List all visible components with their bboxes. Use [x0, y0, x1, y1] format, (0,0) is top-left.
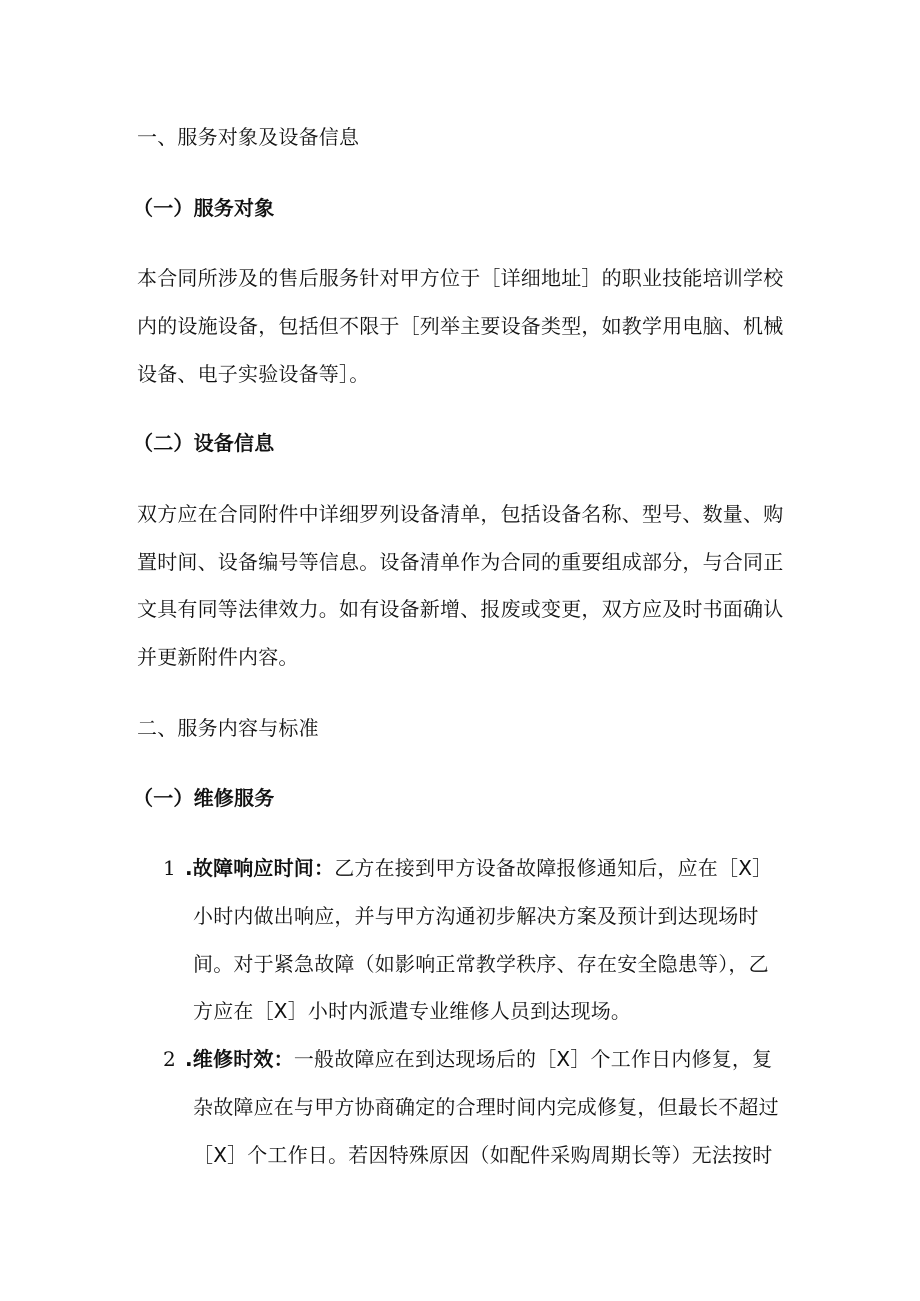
paragraph-line: 文具有同等法律效力。如有设备新增、报废或变更，双方应及时书面确认 — [137, 597, 784, 621]
list-item-line: 间。对于紧急故障（如影响正常教学秩序、存在安全隐患等），乙 — [193, 952, 769, 976]
paragraph-line: 双方应在合同附件中详细罗列设备清单，包括设备名称、型号、数量、购 — [137, 502, 784, 526]
list-item — [185, 1047, 772, 1071]
paragraph-line: 内的设施设备，包括但不限于［列举主要设备类型，如教学用电脑、机械 — [137, 314, 784, 338]
list-item-text: 乙方在接到甲方设备故障报修通知后，应在［X］ — [334, 856, 773, 880]
paragraph-line: 并更新附件内容。 — [137, 645, 299, 669]
paragraph-line: 置时间、设备编号等信息。设备清单作为合同的重要组成部分，与合同正 — [137, 550, 784, 574]
paragraph-line: 本合同所涉及的售后服务针对甲方位于［详细地址］的职业技能培训学校 — [137, 266, 784, 290]
section-1-sub-2-heading: （二）设备信息 — [133, 431, 275, 455]
list-item-text: 一般故障应在到达现场后的［X］个工作日内修复，复 — [293, 1047, 773, 1071]
list-item-line: 小时内做出响应，并与甲方沟通初步解决方案及预计到达现场时 — [193, 904, 759, 928]
list-item-number: 1 — [163, 856, 176, 880]
list-item-label: .故障响应时间： — [185, 856, 335, 880]
list-item-line: 杂故障应在与甲方协商确定的合理时间内完成修复，但最长不超过 — [193, 1095, 779, 1119]
list-item — [185, 856, 772, 880]
list-item-number: 2 — [163, 1047, 176, 1071]
section-1-sub-1-heading: （一）服务对象 — [133, 196, 275, 220]
section-2-heading: 二、服务内容与标准 — [137, 716, 319, 740]
list-item-line: 方应在［X］小时内派遣专业维修人员到达现场。 — [193, 999, 632, 1023]
paragraph-line: 设备、电子实验设备等］。 — [137, 362, 370, 386]
list-item-label: .维修时效： — [185, 1047, 294, 1071]
list-item-line: ［X］个工作日。若因特殊原因（如配件采购周期长等）无法按时 — [193, 1143, 773, 1167]
section-2-sub-1-heading: （一）维修服务 — [133, 786, 275, 810]
section-1-heading: 一、服务对象及设备信息 — [137, 125, 360, 149]
